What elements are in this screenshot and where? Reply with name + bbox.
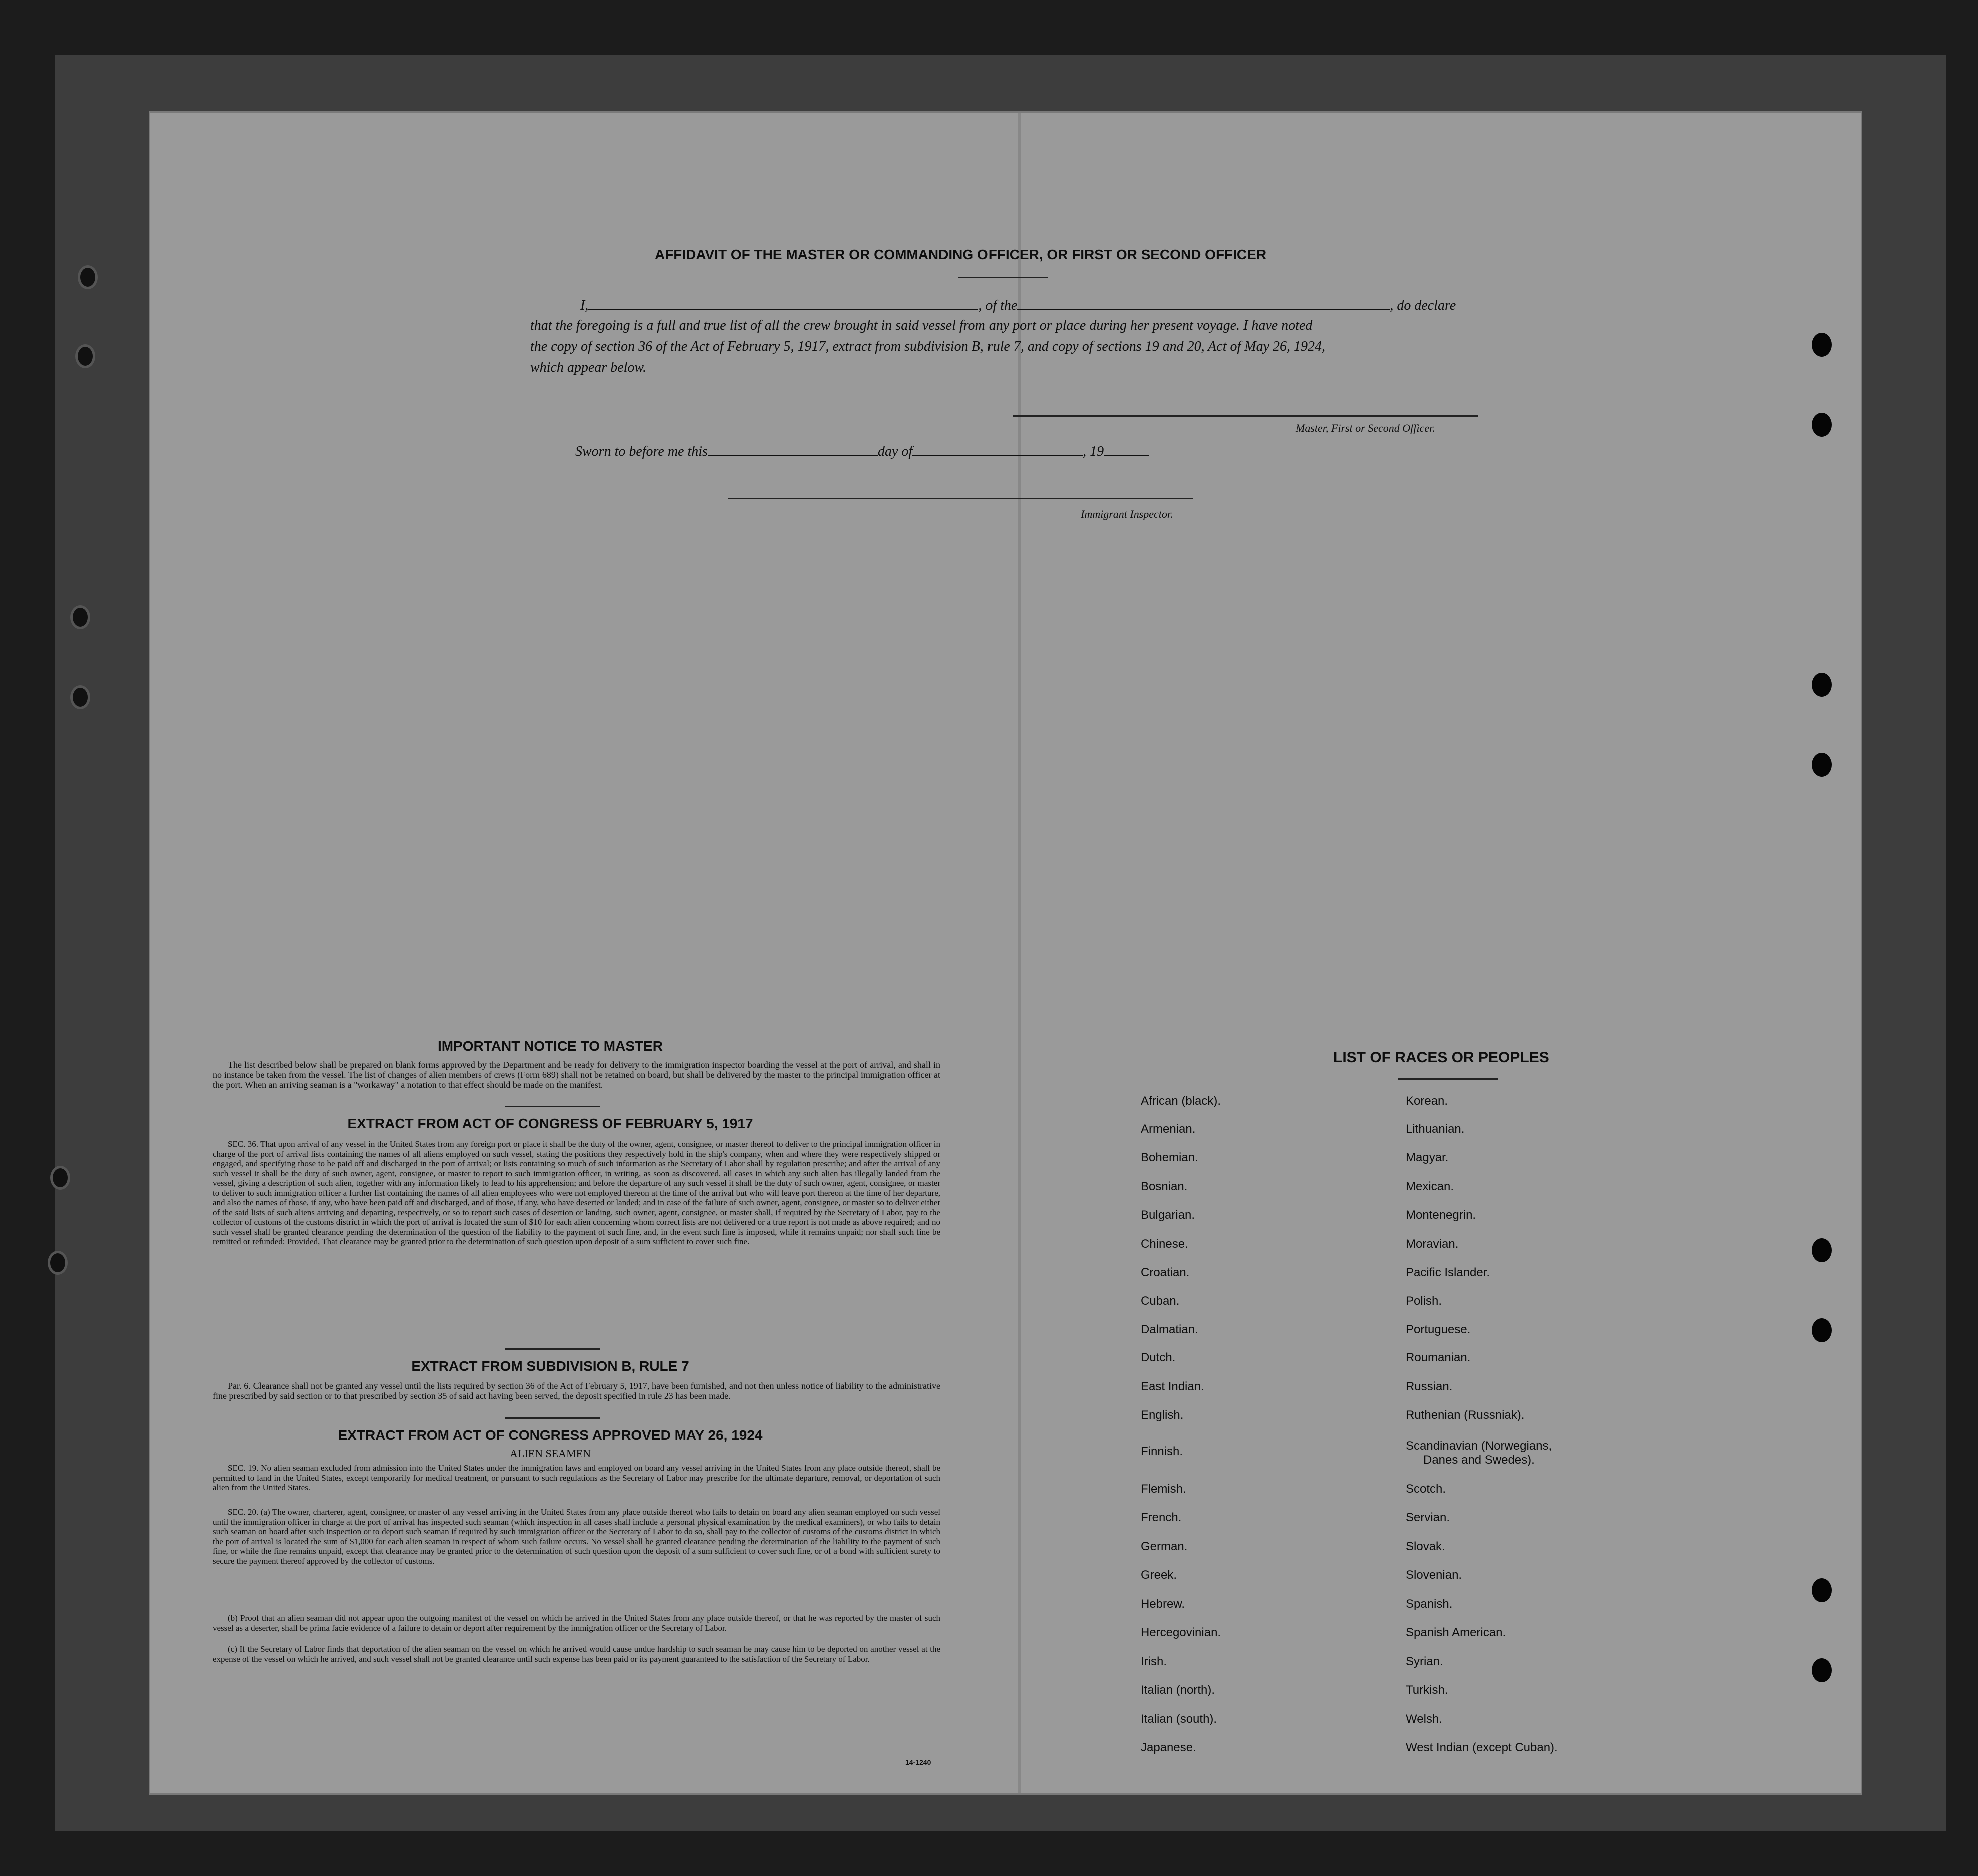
race-item: Chinese.: [1141, 1237, 1188, 1251]
race-item: Hercegovinian.: [1141, 1626, 1221, 1639]
sworn-line: [575, 443, 1149, 460]
race-item: Scotch.: [1406, 1482, 1446, 1496]
race-item: Scandinavian (Norwegians,: [1406, 1439, 1552, 1453]
race-item: Servian.: [1406, 1511, 1450, 1524]
declarant-name-field[interactable]: [588, 297, 978, 310]
race-item: Italian (south).: [1141, 1712, 1217, 1726]
notice-title: IMPORTANT NOTICE TO MASTER: [437, 1038, 663, 1054]
section-rule: [505, 1417, 600, 1419]
center-fold: [1018, 113, 1021, 1793]
race-item: Magyar.: [1406, 1151, 1449, 1164]
race-item: Russian.: [1406, 1380, 1453, 1393]
race-item: Moravian.: [1406, 1237, 1459, 1251]
form-number: 14-1240: [905, 1758, 931, 1766]
race-item: Korean.: [1406, 1094, 1448, 1108]
vessel-name-field[interactable]: [1017, 297, 1390, 310]
race-item: French.: [1141, 1511, 1182, 1524]
punch-hole-icon: [50, 1166, 70, 1190]
race-item: German.: [1141, 1540, 1188, 1553]
sworn-year-field[interactable]: [1104, 443, 1149, 456]
inspector-caption: Immigrant Inspector.: [1081, 508, 1173, 520]
race-item: Bosnian.: [1141, 1180, 1188, 1193]
race-item: Mexican.: [1406, 1180, 1454, 1193]
race-item: Cuban.: [1141, 1294, 1180, 1308]
master-signature-line[interactable]: [1013, 415, 1478, 417]
punch-hole-icon: [70, 605, 90, 629]
race-item: Spanish.: [1406, 1597, 1453, 1611]
extract-rule7-title: EXTRACT FROM SUBDIVISION B, RULE 7: [411, 1358, 689, 1374]
race-item: Portuguese.: [1406, 1323, 1471, 1336]
day-of-label: day of: [877, 444, 913, 459]
race-item: Finnish.: [1141, 1445, 1183, 1458]
race-item: Polish.: [1406, 1294, 1442, 1308]
race-item: English.: [1141, 1408, 1184, 1422]
year-label: , 19: [1083, 444, 1104, 459]
alien-seamen-subtitle: ALIEN SEAMEN: [510, 1447, 591, 1460]
punch-hole-icon: [1812, 673, 1832, 697]
race-item: Spanish American.: [1406, 1626, 1506, 1639]
punch-hole-icon: [75, 344, 95, 368]
race-item: Japanese.: [1141, 1741, 1196, 1754]
race-item: Armenian.: [1141, 1122, 1196, 1136]
punch-hole-icon: [1812, 1578, 1832, 1602]
punch-hole-icon: [1812, 1238, 1832, 1262]
race-item: Roumanian.: [1406, 1351, 1471, 1364]
race-item: Turkish.: [1406, 1683, 1448, 1697]
race-item: Hebrew.: [1141, 1597, 1185, 1611]
affidavit-line-4: which appear below.: [530, 360, 647, 375]
extract-1924-title: EXTRACT FROM ACT OF CONGRESS APPROVED MAY 26, 1924: [338, 1427, 763, 1443]
punch-hole-icon: [1812, 333, 1832, 357]
race-item: Bulgarian.: [1141, 1208, 1195, 1222]
sworn-date-field[interactable]: [708, 443, 878, 456]
sec-20c-body: (c) If the Secretary of Labor finds that deportation of the alien seaman on the vessel on which he arrived would cause undue hardship to such seaman he may cause him to be deported on another vessel at the expense of the vessel on which he arrived, and such vessel shall not be granted clearance until such expense has been paid or its payment guaranteed to the satisfaction of the Secretary of Labor.: [213, 1644, 940, 1664]
extract-rule7-body: Par. 6. Clearance shall not be granted any vessel until the lists required by section 36 of the Act of February 5, 1917, have been furnished, and not then unless notice of liability to the administrative fine prescribed by said section or to that prescribed by section 35 of said act having been served, the deposit specified in rule 23 has been made.: [213, 1381, 940, 1401]
race-item: Croatian.: [1141, 1266, 1190, 1279]
title-rule: [958, 277, 1048, 278]
affidavit-line-3: the copy of section 36 of the Act of February 5, 1917, extract from subdivision B, rule 7, and copy of sections 19 and 20, Act of May 26, 1924,: [530, 339, 1326, 354]
sec-19-body: SEC. 19. No alien seaman excluded from admission into the United States under the immigration laws and employed on board any vessel arriving in the United States from any place outside thereof, shall be permitted to land in the United States, except temporarily for medical treatment, or pursuant to such regulations as the Secretary of Labor may prescribe for the ultimate departure, removal, or deportation of such alien from the United States.: [213, 1463, 940, 1492]
sec-20a-body: SEC. 20. (a) The owner, charterer, agent, consignee, or master of any vessel arriving in the United States from any place outside thereof who fails to detain on board any alien seaman employed on such vessel until the immigration officer in charge at the port of arrival has inspected such seaman (which inspection in all cases shall include a personal physical examination by the medical examiners), or who fails to detain such seaman on board after such inspection or to deport such seaman if required by such immigration officer or the Secretary of Labor to do so, shall pay to the collector of customs of the customs district in which the port of arrival is located the sum of $1,000 for each alien seaman in respect of whom such failure occurs. No vessel shall be granted clearance pending the determination of the liability to the payment of such fine, or while the fine remains unpaid, except that clearance may be granted prior to the determination of such question upon the deposit of a sum sufficient to cover such fine, or of a bond with sufficient surety to secure the payment thereof approved by the collector of customs.: [213, 1507, 940, 1566]
sec-20b-body: (b) Proof that an alien seaman did not appear upon the outgoing manifest of the vessel on which he arrived in the United States from any place outside thereof, or that he was reported by the master of such vessel as a deserter, shall be prima facie evidence of a failure to detain or deport after requirement by the immigration officer or the Secretary of Labor.: [213, 1613, 940, 1633]
race-item: Syrian.: [1406, 1655, 1443, 1668]
sworn-label: Sworn to before me this: [575, 444, 708, 459]
punch-hole-icon: [1812, 1318, 1832, 1342]
race-item: West Indian (except Cuban).: [1406, 1741, 1558, 1754]
inspector-signature-line[interactable]: [728, 498, 1193, 499]
section-rule: [505, 1348, 600, 1350]
master-caption: Master, First or Second Officer.: [1296, 422, 1435, 434]
punch-hole-icon: [78, 265, 98, 289]
race-item: Lithuanian.: [1406, 1122, 1465, 1136]
race-item: Slovak.: [1406, 1540, 1445, 1553]
punch-hole-icon: [1812, 753, 1832, 777]
declare-label: , do declare: [1390, 298, 1456, 313]
race-item: Slovenian.: [1406, 1568, 1462, 1582]
race-item: Danes and Swedes).: [1423, 1453, 1535, 1467]
race-item: Ruthenian (Russniak).: [1406, 1408, 1525, 1422]
affidavit-line-1: [580, 297, 1456, 314]
punch-hole-icon: [70, 685, 90, 709]
race-item: East Indian.: [1141, 1380, 1204, 1393]
race-item: Bohemian.: [1141, 1151, 1198, 1164]
extract-1917-title: EXTRACT FROM ACT OF CONGRESS OF FEBRUARY 5, 1917: [347, 1116, 753, 1131]
punch-hole-icon: [48, 1251, 68, 1275]
race-item: Greek.: [1141, 1568, 1177, 1582]
race-item: Italian (north).: [1141, 1683, 1215, 1697]
affidavit-line-2: that the foregoing is a full and true list of all the crew brought in said vessel from any port or place during her present voyage. I have noted: [530, 318, 1313, 333]
punch-hole-icon: [1812, 1658, 1832, 1682]
race-item: Dutch.: [1141, 1351, 1176, 1364]
affidavit-title: AFFIDAVIT OF THE MASTER OR COMMANDING OFFICER, OR FIRST OR SECOND OFFICER: [654, 247, 1267, 262]
extract-1917-body: SEC. 36. That upon arrival of any vessel in the United States from any foreign port or place it shall be the duty of the owner, agent, consignee, or master thereof to deliver to the principal immigration officer in charge of the port of arrival lists containing the names of all aliens employed on such vessel, stating the positions they respectively hold in the ship's company, when and where they were respectively shipped or engaged, and specifying those to be paid off and discharged in the port of arrival; or lists containing so much of such information as the Secretary of Labor shall by regulation prescribe; and after the arrival of any such vessel it shall be the duty of such owner, agent, consignee, or master to report to such immigration officer, in writing, as soon as discovered, all cases in which any such alien has illegally landed from the vessel, giving a description of such alien, together with any information likely to lead to his apprehension; and before the departure of any such vessel it shall be the duty of such owner, agent, consignee, or master to deliver to such immigration officer a further list containing the names of all alien employees who were not employed thereon at the time of the arrival but who will leave port thereon at the time of her departure, and also the names of those, if any, who have been paid off and discharged, and of those, if any, who have deserted or landed; and in case of the failure of such owner, agent, consignee, or master so to deliver either of the said lists of such aliens arriving and departing, respectively, or so to report such cases of desertion or landing, such owner, agent, consignee, or master shall, if required by the Secretary of Labor, pay to the collector of customs of the customs district in which the port of arrival is located the sum of $10 for each alien concerning whom correct lists are not delivered or a true report is not made as above required; and no such vessel shall be granted clearance pending the determination of the question of the liability to the payment of such fine, and, in the event such fine is imposed, while it remains unpaid; nor shall such fine be remitted or refunded: Provided, That clearance may be granted prior to the determination of such question upon deposit of a sum sufficient to cover such fine.: [213, 1139, 940, 1246]
race-item: Dalmatian.: [1141, 1323, 1198, 1336]
races-title: LIST OF RACES OR PEOPLES: [1333, 1049, 1549, 1066]
punch-hole-icon: [1812, 413, 1832, 437]
vessel-of-label: , of the: [978, 298, 1018, 313]
notice-body: The list described below shall be prepared on blank forms approved by the Department and be ready for delivery to the immigration inspector boarding the vessel at the port of arrival, and shall in no instance be taken from the vessel. The list of changes of alien members of crews (Form 689) shall not be retained on board, but shall be delivered by the master to the principal immigration officer at the port. When an arriving seaman is a "workaway" a notation to that effect should be made on the manifest.: [213, 1060, 940, 1090]
races-rule: [1398, 1078, 1498, 1080]
race-item: Flemish.: [1141, 1482, 1186, 1496]
manifest-sheet: [150, 113, 1861, 1793]
race-item: African (black).: [1141, 1094, 1221, 1108]
race-item: Welsh.: [1406, 1712, 1442, 1726]
section-rule: [505, 1106, 600, 1107]
race-item: Pacific Islander.: [1406, 1266, 1490, 1279]
sworn-month-field[interactable]: [912, 443, 1083, 456]
race-item: Montenegrin.: [1406, 1208, 1476, 1222]
race-item: Irish.: [1141, 1655, 1167, 1668]
declarant-label: I,: [580, 298, 589, 313]
